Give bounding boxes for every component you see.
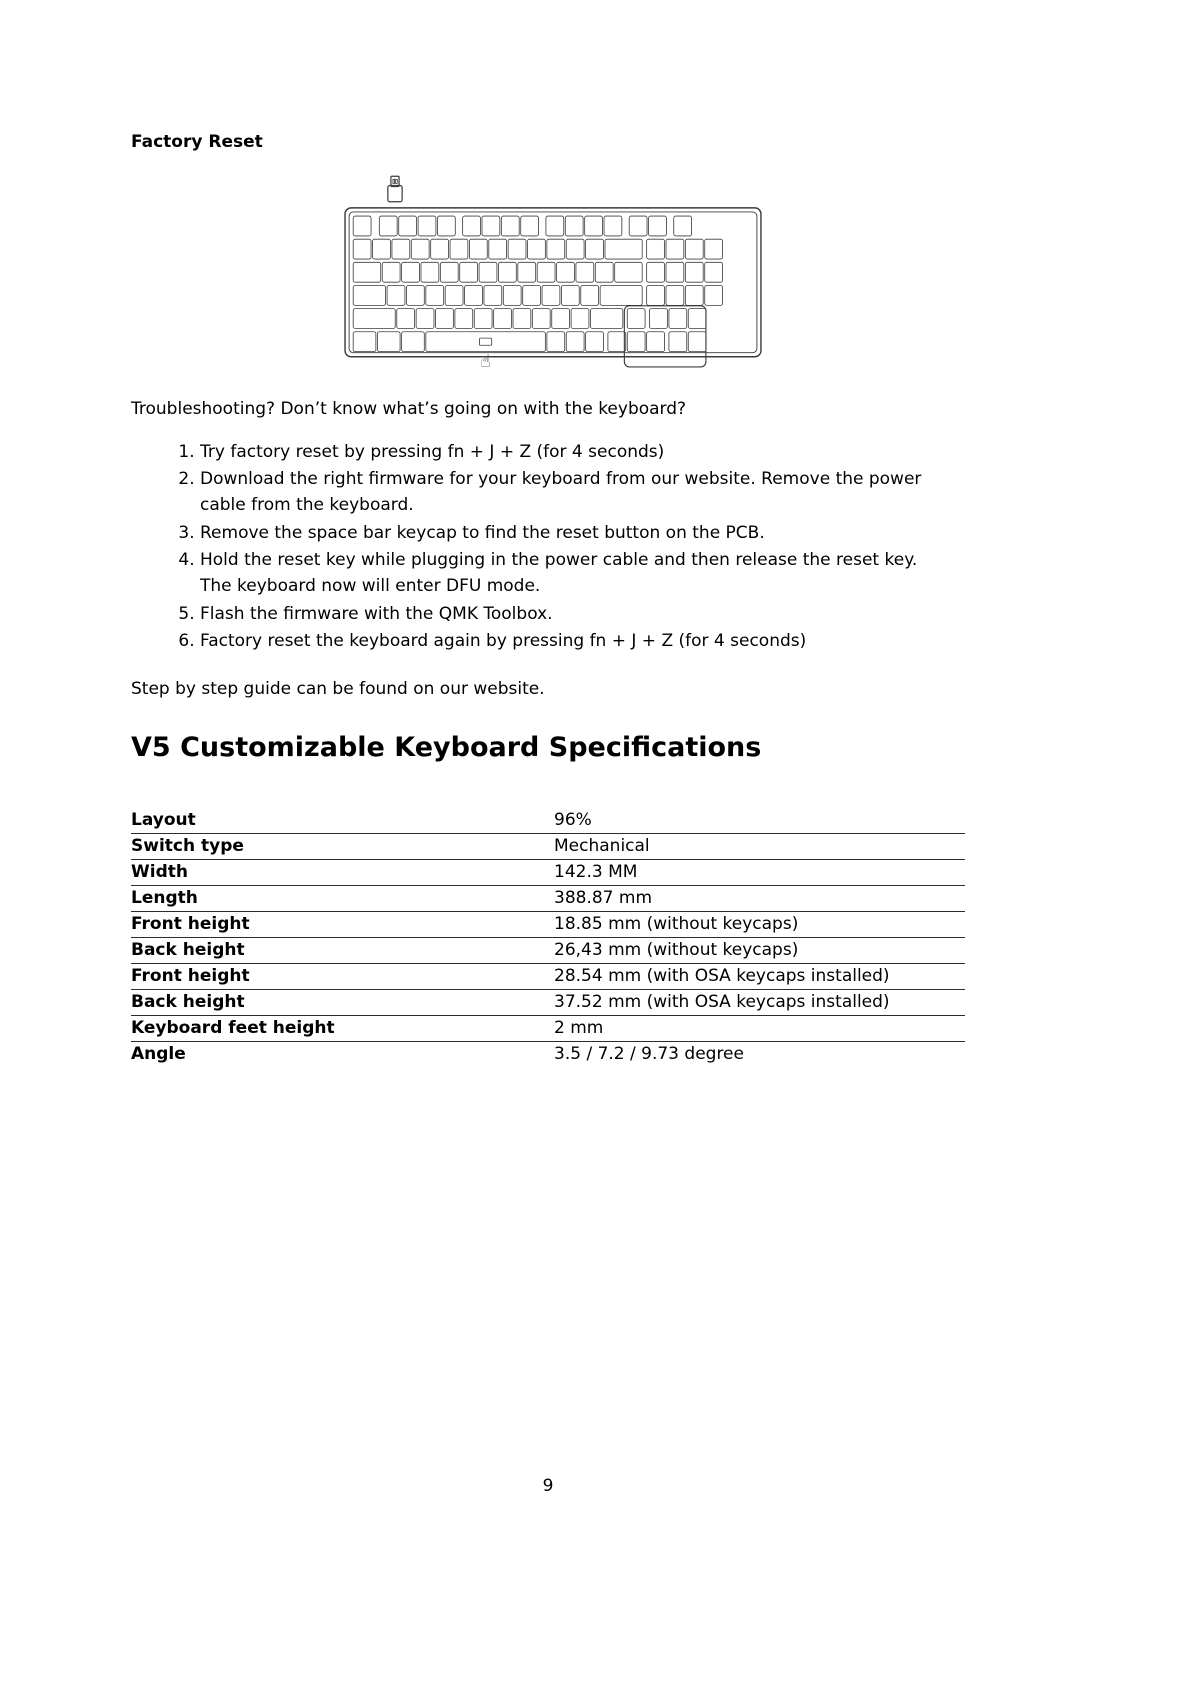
- spec-value: 388.87 mm: [554, 888, 653, 909]
- specifications-heading: V5 Customizable Keyboard Specifications: [131, 732, 762, 763]
- step-item: 5. Flash the firmware with the QMK Toolbox.: [200, 601, 942, 627]
- spec-label: Width: [131, 862, 188, 883]
- svg-text:☝: ☝: [480, 352, 491, 372]
- spec-label: Layout: [131, 810, 196, 831]
- spec-label: Back height: [131, 940, 245, 961]
- table-row: [131, 990, 965, 1016]
- spec-value: 142.3 MM: [554, 862, 638, 883]
- page-content: [131, 0, 965, 1067]
- spec-label: Angle: [131, 1044, 186, 1065]
- spec-value: 2 mm: [554, 1018, 604, 1039]
- step-item: 6. Factory reset the keyboard again by pressing fn + J + Z (for 4 seconds): [200, 628, 942, 654]
- spec-label: Switch type: [131, 836, 244, 857]
- table-row: [131, 938, 965, 964]
- spec-value: 28.54 mm (with OSA keycaps installed): [554, 966, 890, 987]
- table-row: [131, 808, 965, 834]
- table-row: [131, 1016, 965, 1042]
- spec-value: 37.52 mm (with OSA keycaps installed): [554, 992, 890, 1013]
- step-item: 1. Try factory reset by pressing fn + J + Z (for 4 seconds): [200, 439, 942, 465]
- spec-value: 26,43 mm (without keycaps): [554, 940, 799, 961]
- page-number: 9: [542, 1476, 554, 1496]
- table-row: [131, 964, 965, 990]
- step-item: 3. Remove the space bar keycap to find the reset button on the PCB.: [200, 520, 942, 546]
- spec-value: 3.5 / 7.2 / 9.73 degree: [554, 1044, 744, 1065]
- table-row: [131, 860, 965, 886]
- table-row: [131, 1042, 965, 1068]
- spec-value: 18.85 mm (without keycaps): [554, 914, 799, 935]
- step-item: 2. Download the right firmware for your keyboard from our website. Remove the power cable from the keyboard.: [200, 466, 942, 519]
- troubleshooting-intro: Troubleshooting? Don’t know what’s going on with the keyboard?: [131, 399, 687, 420]
- spec-value: 96%: [554, 810, 592, 831]
- specs-table: [131, 808, 965, 1067]
- table-row: [131, 912, 965, 938]
- spec-label: Keyboard feet height: [131, 1018, 335, 1039]
- guide-note: Step by step guide can be found on our website.: [131, 678, 545, 699]
- spec-value: Mechanical: [554, 836, 650, 857]
- spec-label: Length: [131, 888, 198, 909]
- factory-reset-steps: [131, 439, 965, 655]
- keyboard-illustration: [343, 161, 763, 371]
- table-row: [131, 834, 965, 860]
- spec-label: Back height: [131, 992, 245, 1013]
- spec-label: Front height: [131, 914, 250, 935]
- step-item: 4. Hold the reset key while plugging in the power cable and then release the reset key. The keyboard now will enter DFU mode.: [200, 547, 942, 600]
- spec-label: Front height: [131, 966, 250, 987]
- keyboard-line-drawing-icon: [343, 161, 763, 371]
- table-row: [131, 886, 965, 912]
- factory-reset-heading: Factory Reset: [131, 132, 263, 152]
